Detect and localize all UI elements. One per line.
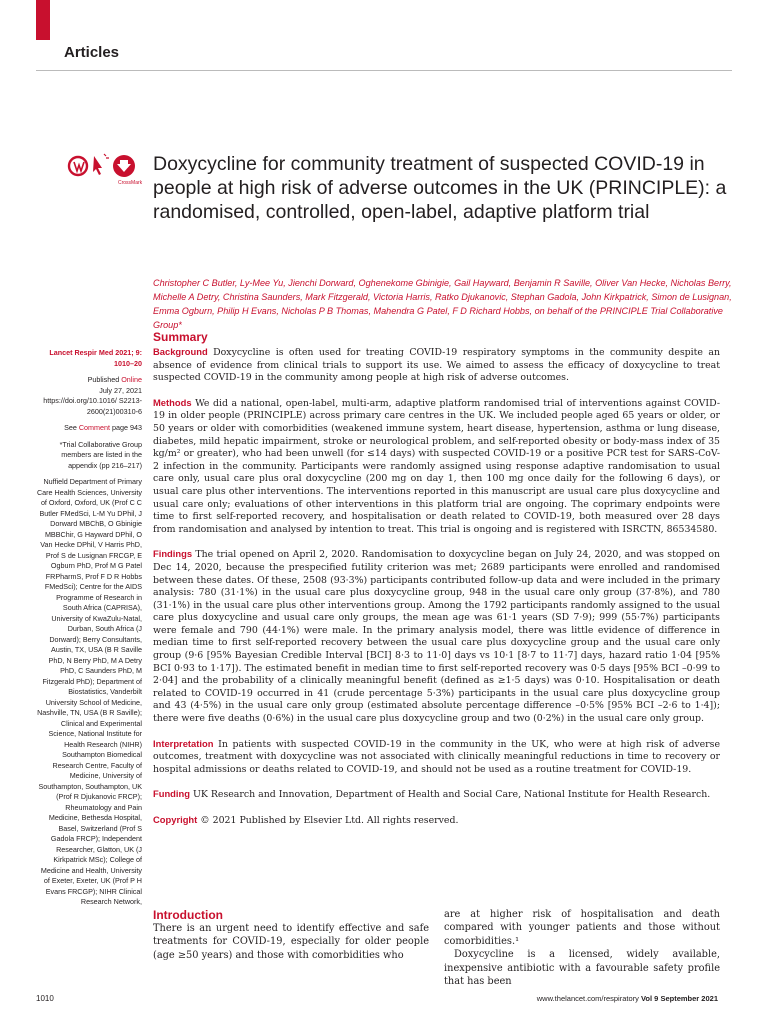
page-number: 1010: [36, 994, 54, 1003]
see-comment: [36, 423, 142, 434]
methods-text: We did a national, open-label, multi-arm, adaptive platform randomised trial of interventions against COVID-19 in older people (PRINCIPLE) across primary care centres in the UK. We included people aged 65 years or older, or 50 years or older with comorbidities (weakened immune system, heart disease, hypertension, asthma or lung disease, diabetes, mild hepatic impairment, stroke or neurological problem, and self-reported obesity or body-mass index of 35 kg/m² or greater), who had been unwell (for ≤14 days) with suspected COVID-19 or a positive PCR test for SARS-CoV-2 infection in the community. Participants were randomly assigned using response adaptive randomisation to usual care only, usual care plus oral doxycycline (200 mg on day 1, then 100 mg once daily for the following 6 days), or usual care plus other interventions. The interventions reported in this manuscript are usual care plus doxycycline and usual care only; evaluations of other interventions in this platform trial are ongoing. The coprimary endpoints were time to first self-reported recovery, and hospitalisation or death related to COVID-19, both measured over 28 days from randomisation and analysed by intention to treat. This trial is ongoing and is registered with ISRCTN, 86534580.: [153, 397, 720, 535]
funding-text: UK Research and Innovation, Department of Health and Social Care, National Institute for Health Research.: [192, 789, 711, 801]
summary-heading: Summary: [153, 330, 208, 344]
intro-paragraph-continuation: are at higher risk of hospitalisation and death compared with younger patients and those without comorbidities.¹: [444, 909, 720, 947]
copyright-text: © 2021 Published by Elsevier Ltd. All rights reserved.: [200, 815, 459, 826]
interpretation-text: In patients with suspected COVID-19 in the community in the UK, who were at high risk of adverse outcomes, treatment with doxycycline was not associated with clinically meaningful reductions in time to recovery or hospital admissions or deaths related to COVID-19, and should not be used as a routine treatment for COVID-19.: [153, 738, 721, 775]
see-suffix: page 943: [112, 423, 142, 432]
volume: Vol 9: [640, 994, 659, 1003]
logos: [66, 152, 144, 186]
copyright-label: Copyright: [153, 814, 198, 825]
footer-info: [537, 994, 718, 1003]
funding-paragraph: [153, 788, 720, 802]
see-prefix: See: [64, 423, 77, 432]
interpretation-label: Interpretation: [153, 737, 214, 749]
open-access-icon[interactable]: [69, 157, 87, 175]
cursor-icon: [93, 152, 109, 175]
article-title: Doxycycline for community treatment of suspected COVID-19 in people at high risk of adverse outcomes in the UK (PRINCIPLE): a randomised, controlled, open-label, adaptive platform trial: [153, 153, 727, 223]
sidebar: [36, 348, 142, 914]
journal-url[interactable]: www.thelancet.com/respiratory: [536, 994, 639, 1003]
background-paragraph: [153, 346, 720, 385]
methods-paragraph: [153, 397, 720, 537]
author-list: Christopher C Butler, Ly-Mee Yu, Jienchi Dorward, Oghenekome Gbinigie, Gail Hayward, Benjamin R Saville, Oliver Van Hecke, Nicholas Berry, Michelle A Detry, Christina Saunders, Mark Fitzgerald, Victoria Harris, Ratko Djukanovic, Stephan Gadola, John Kirkpatrick, Simon de Lusignan, Emma Ogburn, Philip H Evans, Nicholas P B Thomas, Mahendra G Patel, F D Richard Hobbs, on behalf of the PRINCIPLE Trial Collaborative Group*: [153, 278, 732, 330]
interpretation-paragraph: [153, 738, 720, 777]
header-rule: [36, 70, 732, 71]
introduction-heading: Introduction: [153, 908, 223, 922]
funding-label: Funding: [153, 788, 190, 800]
doi-link[interactable]: https://doi.org/10.1016/ S2213-2600(21)00310-6: [43, 396, 142, 416]
introduction-column-1: There is an urgent need to identify effective and safe treatments for COVID-19, especially for older people (age ≥50 years) and those with comorbidities who: [153, 923, 429, 961]
section-color-bar: [36, 0, 50, 40]
affiliations: Nuffield Department of Primary Care Health Sciences, University of Oxford, Oxford, UK (Prof C C Butler FMedSci, L-M Yu DPhil, J Dorward MBChB, O Gbinigie MBBChir, G Hayward DPhil, O Van Hecke DPhil, V Harris PhD, Prof S de Lusignan FRCGP, E Ogburn PhD, Prof M G Patel FRPharmS, Prof F D R Hobbs FMedSci); Centre for the AIDS Programme of Research in South Africa (CAPRISA), University of KwaZulu-Natal, Durban, South Africa (J Dorward); Berry Consultants, Austin, TX, USA (B R Saville PhD, N Berry PhD, M A Detry PhD, C Saunders PhD, M Fitzgerald PhD); Department of Biostatistics, Vanderbilt University School of Medicine, Nashville, TN, USA (B R Saville); Clinical and Experimental Science, National Institute for Health Research (NIHR) Southampton Biomedical Research Centre, Faculty of Medicine, University of Southampton, Southampton, UK (Prof R Djukanovic FRCP); Rheumatology and Pain Medicine, Bethesda Hospital, Basel, Switzerland (Prof S Gadola FRCP); Independent Researcher, Glatton, UK (J Kirkpatrick MSc); College of Medicine and Health, University of Exeter, Exeter, UK (Prof P H Evans FRCGP); NIHR Clinical Research Network,: [36, 477, 142, 906]
comment-link[interactable]: Comment: [78, 423, 111, 432]
background-label: Background: [153, 346, 208, 357]
publication-info: [36, 375, 142, 417]
background-text: Doxycycline is often used for treating COVID-19 respiratory symptoms in the community despite an absence of evidence from clinical trials to support its use. We aimed to assess the efficacy of doxycycline to treat suspected COVID-19 in the community among people at high risk of adverse outcomes.: [153, 347, 721, 384]
published-date: July 27, 2021: [99, 385, 142, 395]
introduction-column-2: [444, 908, 720, 988]
trial-group-note: *Trial Collaborative Group members are listed in the appendix (pp 216–217): [59, 439, 142, 470]
crossmark-icon[interactable]: [113, 155, 135, 177]
findings-label: Findings: [153, 548, 193, 560]
findings-paragraph: [153, 548, 720, 725]
copyright-paragraph: [153, 814, 720, 828]
online-link[interactable]: Online: [121, 375, 142, 384]
crossmark-label: CrossMark: [118, 180, 143, 186]
issue-date: September 2021: [660, 994, 718, 1003]
methods-label: Methods: [153, 396, 192, 408]
summary: [153, 346, 720, 840]
section-tag: Articles: [64, 44, 120, 61]
published-prefix: Published: [87, 375, 120, 384]
journal-citation: Lancet Respir Med 2021; 9: 1010–20: [49, 348, 142, 368]
findings-text: The trial opened on April 2, 2020. Randomisation to doxycycline began on July 24, 2020, and was stopped on Dec 14, 2020, because the prespecified futility criterion was met; 2689 participants were enrolled and randomised between these dates. Of these, 2508 (93·3%) participants contributed follow-up data and were included in the primary analysis: 780 (31·1%) in the usual care plus doxycycline group, 948 in the usual care only group (37·8%), and 780 (31·1%) in the usual care plus other interventions group. Among the 1792 participants randomly assigned to the usual care plus doxycycline and usual care only groups, the mean age was 61·1 years (SD 7·9); 999 (55·7%) participants were female and 790 (44·1%) were male. In the primary analysis model, there was little evidence of difference in median time to first self-reported recovery between the usual care plus doxycycline group and the usual care only group (9·6 [95% Bayesian Credible Interval [BCI] 8·3 to 11·0] days vs 10·1 [8·7 to 11·7] days, hazard ratio 1·04 [95% BCI 0·93 to 1·17]). The estimated benefit in median time to first self-reported recovery was 0·5 days [95% BCI –0·99 to 2·04] and the probability of a clinically meaningful benefit (defined as ≥1·5 days) was 0·10. Hospitalisation or death related to COVID-19 occurred in 41 (crude percentage 5·3%) participants in the usual care plus doxycycline group and 43 (4·5%) in the usual care only group (estimated absolute percentage difference –0·5% [95% BCI –2·6 to 1·4]); there were five deaths (0·6%) in the usual care plus doxycycline group and two (0·2%) in the usual care only group.: [153, 549, 720, 725]
intro-paragraph-doxycycline: Doxycycline is a licensed, widely available, inexpensive antibiotic with a favourable safety profile that has been: [444, 949, 720, 988]
